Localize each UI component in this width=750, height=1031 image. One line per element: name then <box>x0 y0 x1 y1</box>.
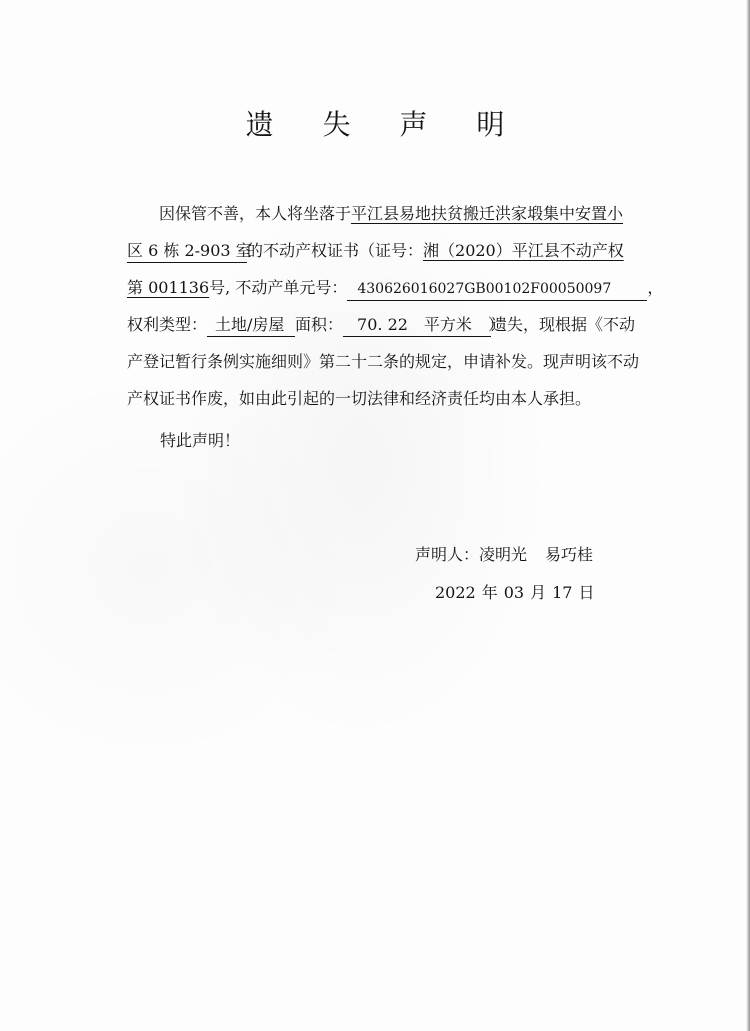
certificate-number-part2: 第 001136 <box>127 278 210 297</box>
paragraph-line-2 <box>127 232 637 269</box>
paragraph-line-1 <box>127 195 637 232</box>
date-year: 2022 <box>435 583 476 602</box>
declaration-paragraph <box>127 195 664 417</box>
document-title: 遗 失 声 明 <box>245 108 525 141</box>
paragraph-line-4 <box>127 306 637 343</box>
paragraph-line-5: 产登记暂行条例实施细则》第二十二条的规定，申请补发。现声明该不动 <box>127 352 640 371</box>
closing-statement: 特此声明！ <box>160 431 241 450</box>
certificate-intro-text: 的不动产权证书（证号： <box>247 241 424 260</box>
date-month-char: 月 <box>530 583 547 602</box>
area-field: 70. 22 平方米 ） <box>343 314 491 337</box>
right-type-label: 权利类型： <box>127 315 208 334</box>
date-year-char: 年 <box>481 583 498 602</box>
paragraph-line-3 <box>127 269 664 306</box>
certificate-number-part1: 湘（2020）平江县不动产权 <box>423 241 624 260</box>
unit-number-field: 430626016027GB00102F00050097 <box>347 278 647 301</box>
unit-number-label: 号, 不动产单元号： <box>209 278 348 297</box>
intro-text: 因保管不善，本人将坐落于 <box>159 204 352 223</box>
unit-number-comma: ， <box>647 278 664 297</box>
signatory-line <box>415 542 593 565</box>
signer-name-1: 声明人：凌明光 <box>415 545 528 564</box>
date-day-char: 日 <box>578 583 595 602</box>
loss-statement-text: 遗失，现根据《不动 <box>491 315 636 334</box>
signer-name-2: 易巧桂 <box>545 545 594 564</box>
date-month: 03 <box>503 583 525 602</box>
right-type-field: 土地/房屋 <box>207 314 295 337</box>
address-field-part1: 平江县易地扶贫搬迁洪家塅集中安置小 <box>351 204 624 223</box>
scan-edge-shadow <box>746 0 750 1031</box>
paragraph-line-6: 产权证书作废，如由此引起的一切法律和经济责任均由本人承担。 <box>127 389 592 408</box>
address-field-part2: 区 6 栋 2-903 室 <box>127 240 247 263</box>
declaration-date <box>435 580 594 603</box>
area-label: 面积： <box>295 315 344 334</box>
date-day: 17 <box>552 583 573 602</box>
